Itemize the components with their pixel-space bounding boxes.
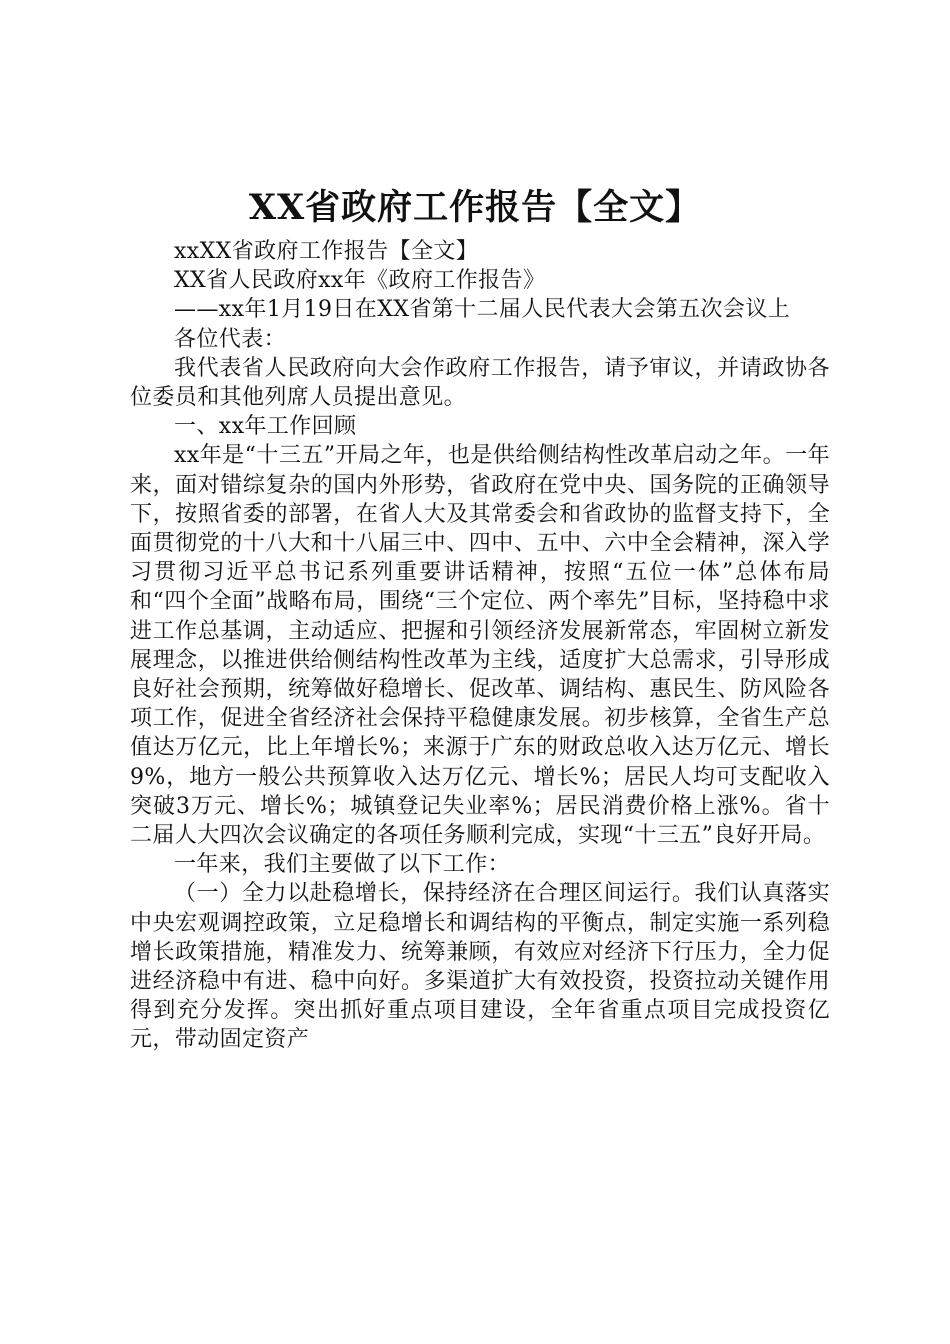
section-heading: 一、xx年工作回顾: [174, 414, 357, 440]
paragraph-intro: 我代表省人民政府向大会作政府工作报告，请予审议，并请政协各位委员和其他列席人员提出意见。: [130, 355, 830, 411]
document-title: XX省政府工作报告【全文】: [248, 187, 702, 228]
paragraph-report-name: XX省人民政府xx年《政府工作报告》: [174, 268, 546, 294]
paragraph-work-lead: 一年来，我们主要做了以下工作：: [174, 852, 511, 878]
paragraph-item-1: （一）全力以赴稳增长，保持经济在合理区间运行。我们认真落实中央宏观调控政策，立足稳增长和调结构的平衡点，制定实施一系列稳增长政策措施，精准发力、统筹兼顾，有效应对经济下行压力，全力促进经济稳中有进、稳中向好。多渠道扩大有效投资，投资拉动关键作用得到充分发挥。突出抓好重点项目建设，全年省重点项目完成投资亿元，带动固定资产: [130, 881, 830, 1053]
document-body: [130, 237, 830, 1055]
paragraph-meeting-date: ——xx年1月19日在XX省第十二届人民代表大会第五次会议上: [174, 297, 791, 323]
paragraph-subtitle: xxXX省政府工作报告【全文】: [174, 239, 479, 264]
paragraph-salutation: 各位代表：: [174, 326, 287, 352]
paragraph-review: xx年是“十三五”开局之年，也是供给侧结构性改革启动之年。一年来，面对错综复杂的国内外形势，省政府在党中央、国务院的正确领导下，按照省委的部署，在省人大及其常委会和省政协的监督支持下，全面贯彻党的十八大和十八届三中、四中、五中、六中全会精神，深入学习贯彻习近平总书记系列重要讲话精神，按照“五位一体”总体布局和“四个全面”战略布局，围绕“三个定位、两个率先”目标，坚持稳中求进工作总基调，主动适应、把握和引领经济发展新常态，牢固树立新发展理念，以推进供给侧结构性改革为主线，适度扩大总需求，引导形成良好社会预期，统筹做好稳增长、促改革、调结构、惠民生、防风险各项工作，促进全省经济社会保持平稳健康发展。初步核算，全省生产总值达万亿元，比上年增长%；来源于广东的财政总收入达万亿元、增长9%，地方一般公共预算收入达万亿元、增长%；居民人均可支配收入突破3万元、增长%；城镇登记失业率%；居民消费价格上涨%。省十二届人大四次会议确定的各项任务顺利完成，实现“十三五”良好开局。: [130, 443, 830, 849]
